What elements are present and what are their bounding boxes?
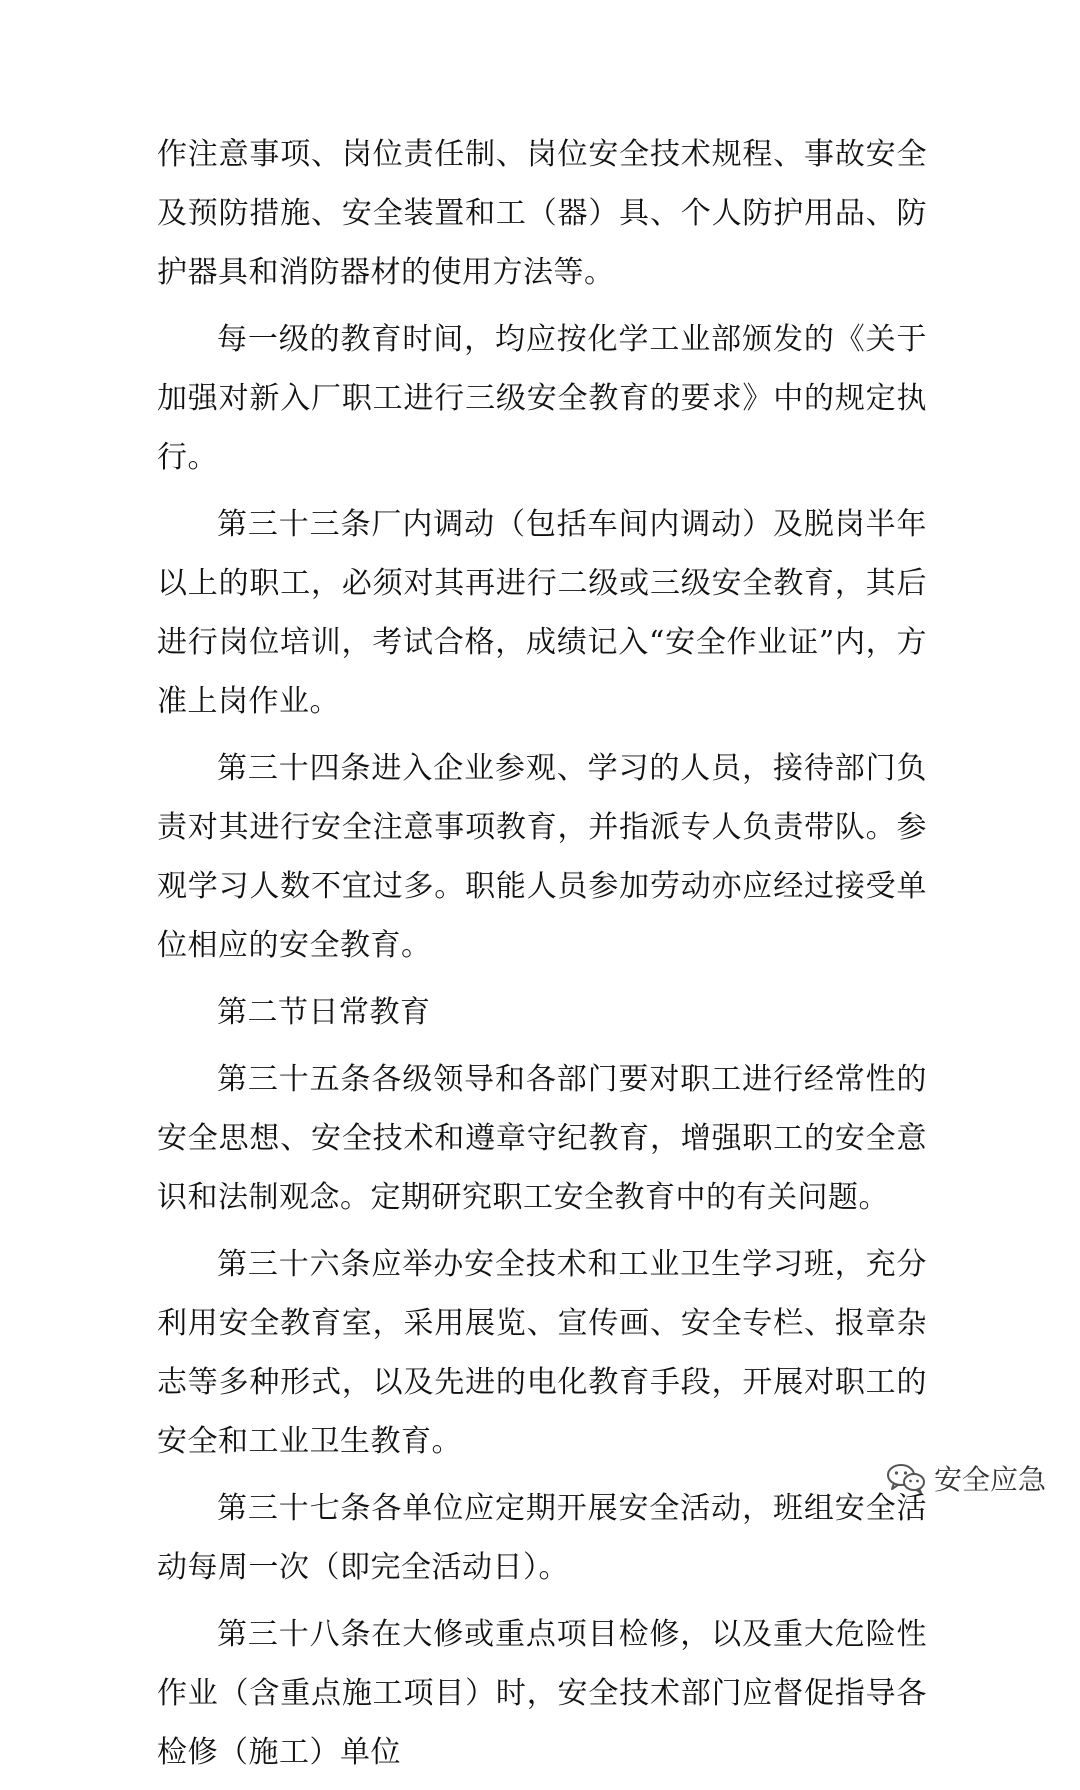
paragraph-4: 第三十四条进入企业参观、学习的人员，接待部门负责对其进行安全注意事项教育，并指派专人负责带队。参观学习人数不宜过多。职能人员参加劳动亦应经过接受单位相应的安全教育。 xyxy=(157,751,927,963)
wechat-icon xyxy=(886,1462,926,1494)
paragraph-2: 每一级的教育时间，均应按化学工业部颁发的《关于加强对新入厂职工进行三级安全教育的要求》中的规定执行。 xyxy=(157,322,927,475)
watermark-label: 安全应急 xyxy=(933,1463,1046,1496)
paragraph-9: 第三十八条在大修或重点项目检修，以及重大危险性作业（含重点施工项目）时，安全技术部门应督促指导各检修（施工）单位 xyxy=(157,1617,927,1770)
paragraph-8: 第三十七条各单位应定期开展安全活动，班组安全活动每周一次（即完全活动日）。 xyxy=(157,1491,927,1585)
watermark xyxy=(886,1458,1046,1498)
document-body xyxy=(157,125,927,1790)
paragraph-3: 第三十三条厂内调动（包括车间内调动）及脱岗半年以上的职工，必须对其再进行二级或三级安全教育，其后进行岗位培训，考试合格，成绩记入“安全作业证”内，方准上岗作业。 xyxy=(157,507,927,719)
section-heading: 第二节日常教育 xyxy=(217,995,431,1030)
paragraph-6: 第三十五条各级领导和各部门要对职工进行经常性的安全思想、安全技术和遵章守纪教育，增强职工的安全意识和法制观念。定期研究职工安全教育中的有关问题。 xyxy=(157,1062,927,1215)
paragraph-7: 第三十六条应举办安全技术和工业卫生学习班，充分利用安全教育室，采用展览、宣传画、安全专栏、报章杂志等多种形式，以及先进的电化教育手段，开展对职工的安全和工业卫生教育。 xyxy=(157,1247,927,1459)
paragraph-1: 作注意事项、岗位责任制、岗位安全技术规程、事故安全及预防措施、安全装置和工（器）具、个人防护用品、防护器具和消防器材的使用方法等。 xyxy=(157,137,927,290)
